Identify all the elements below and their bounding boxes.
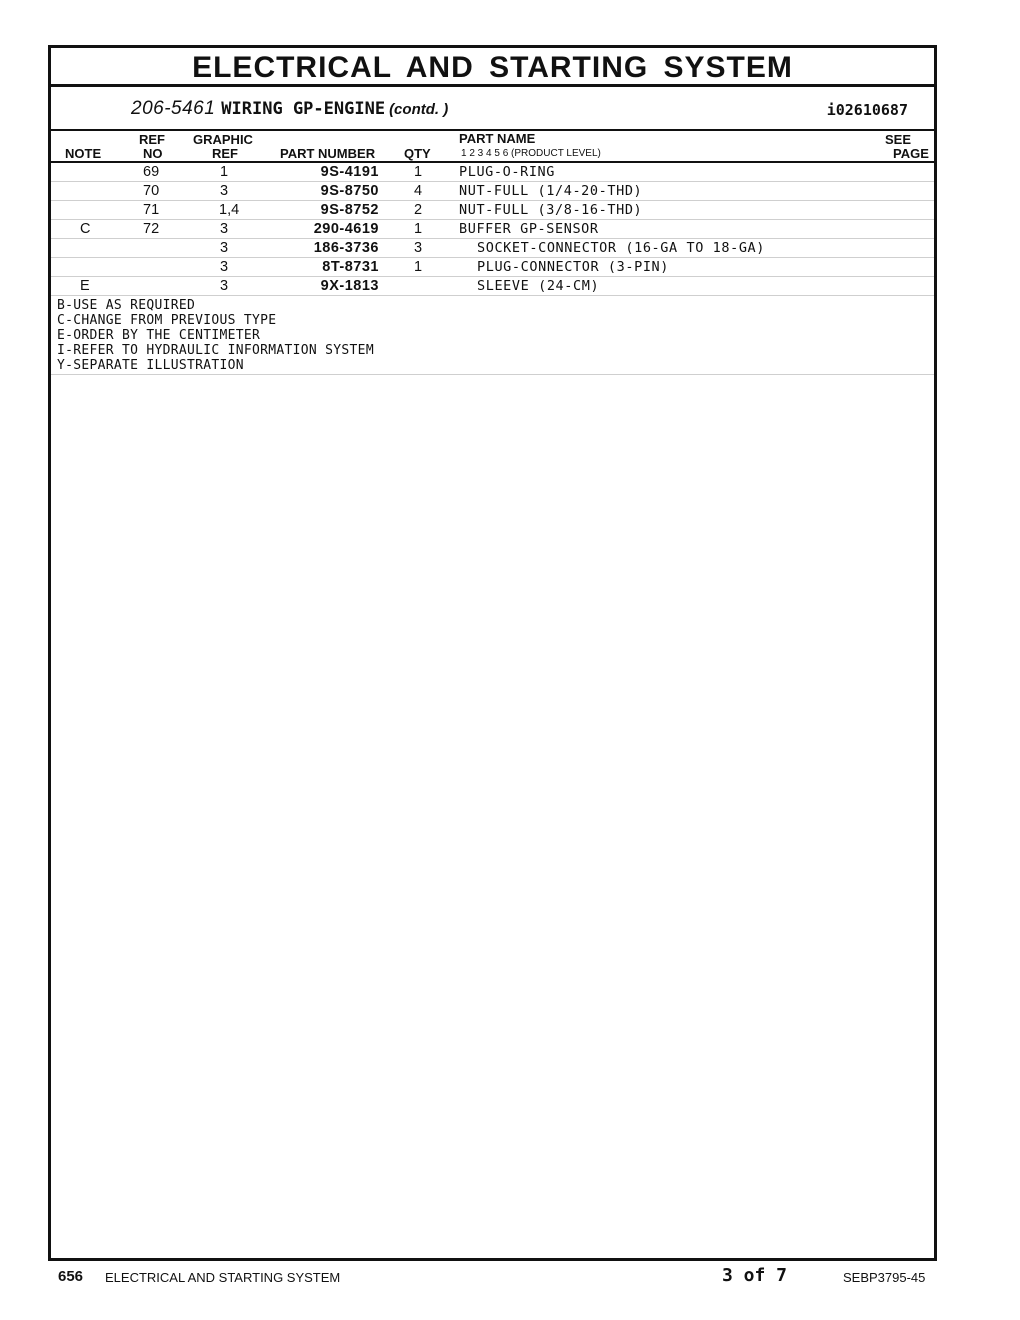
ref-cell: 70 — [143, 183, 160, 199]
header-see-top: SEE — [885, 132, 912, 147]
part-name-cell: SLEEVE (24-CM) — [477, 278, 600, 294]
part-name-cell: BUFFER GP-SENSOR — [459, 221, 599, 237]
notes-legend — [51, 296, 934, 375]
graphic-cell: 1,4 — [219, 202, 240, 218]
page-number: 656 — [58, 1268, 84, 1285]
qty-cell: 1 — [414, 221, 423, 237]
table-row — [51, 182, 934, 201]
ref-cell: 69 — [143, 164, 160, 180]
table-row — [51, 201, 934, 220]
header-note: NOTE — [65, 146, 102, 161]
qty-cell: 4 — [414, 183, 423, 199]
footer-section: ELECTRICAL AND STARTING SYSTEM — [105, 1270, 341, 1285]
table-row — [51, 258, 934, 277]
header-graphic-top: GRAPHIC — [193, 132, 253, 147]
table-row — [51, 277, 934, 296]
header-ref-bottom: NO — [143, 146, 163, 161]
group-title — [131, 98, 448, 120]
table-row — [51, 220, 934, 239]
part-name-cell: PLUG-CONNECTOR (3-PIN) — [477, 259, 670, 275]
qty-cell: 1 — [414, 164, 423, 180]
note-cell: C — [80, 221, 91, 237]
graphic-cell: 3 — [220, 183, 229, 199]
group-heading — [51, 87, 934, 131]
part-number-cell: 9S-8752 — [320, 202, 379, 218]
graphic-cell: 3 — [220, 221, 229, 237]
part-number-cell: 186-3736 — [313, 240, 379, 256]
group-number: 206-5461 — [131, 98, 216, 119]
header-ref-top: REF — [139, 132, 165, 147]
group-name: WIRING GP-ENGINE — [221, 99, 386, 119]
qty-cell: 1 — [414, 259, 423, 275]
page-of-count: 3 of 7 — [722, 1265, 788, 1286]
parts-list-frame — [48, 45, 937, 1261]
graphic-cell: 3 — [220, 240, 229, 256]
note-cell: E — [80, 278, 90, 294]
header-graphic-bottom: REF — [212, 146, 238, 161]
header-product-levels: 1 2 3 4 5 6 (PRODUCT LEVEL) — [461, 148, 601, 159]
part-number-cell: 8T-8731 — [322, 259, 379, 275]
group-contd: (contd. ) — [389, 101, 449, 118]
qty-cell: 2 — [414, 202, 423, 218]
table-row — [51, 239, 934, 258]
graphic-cell: 3 — [220, 278, 229, 294]
note-line: C-CHANGE FROM PREVIOUS TYPE — [57, 313, 277, 328]
note-line: Y-SEPARATE ILLUSTRATION — [57, 358, 244, 373]
header-see-bottom: PAGE — [893, 146, 929, 161]
note-line: I-REFER TO HYDRAULIC INFORMATION SYSTEM — [57, 343, 374, 358]
ref-cell: 72 — [143, 221, 160, 237]
illustration-id: i02610687 — [826, 101, 908, 119]
table-row — [51, 163, 934, 182]
note-line: B-USE AS REQUIRED — [57, 298, 196, 313]
graphic-cell: 1 — [220, 164, 229, 180]
part-name-cell: SOCKET-CONNECTOR (16-GA TO 18-GA) — [477, 240, 766, 256]
document-number: SEBP3795-45 — [843, 1270, 926, 1285]
part-name-cell: PLUG-O-RING — [459, 164, 556, 180]
page-title: ELECTRICAL AND STARTING SYSTEM — [51, 48, 934, 87]
ref-cell: 71 — [143, 202, 160, 218]
part-number-cell: 290-4619 — [313, 221, 379, 237]
page-footer — [0, 1262, 1020, 1292]
header-part-number: PART NUMBER — [280, 146, 376, 161]
part-number-cell: 9S-4191 — [320, 164, 379, 180]
part-name-cell: NUT-FULL (1/4-20-THD) — [459, 183, 643, 199]
part-name-cell: NUT-FULL (3/8-16-THD) — [459, 202, 643, 218]
header-part-name: PART NAME — [459, 131, 536, 146]
part-number-cell: 9S-8750 — [320, 183, 379, 199]
graphic-cell: 3 — [220, 259, 229, 275]
header-qty: QTY — [404, 146, 431, 161]
qty-cell: 3 — [414, 240, 423, 256]
part-number-cell: 9X-1813 — [320, 278, 379, 294]
note-line: E-ORDER BY THE CENTIMETER — [57, 328, 261, 343]
table-header — [51, 131, 934, 163]
